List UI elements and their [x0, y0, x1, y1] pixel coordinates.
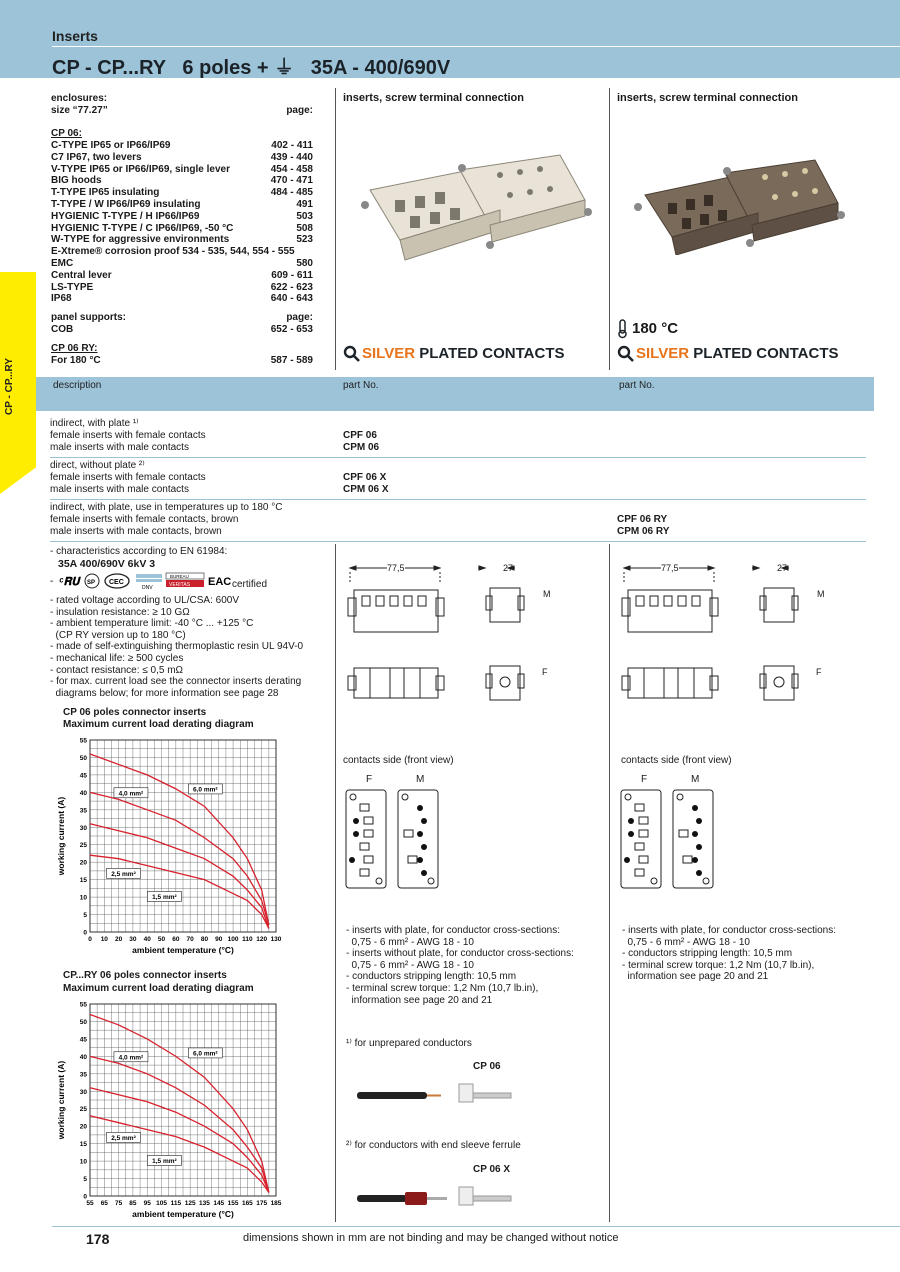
char-ratings: 35A 400/690V 6kV 3 — [58, 558, 156, 570]
x-tick-label: 125 — [184, 1200, 196, 1207]
enclosures-size-row — [51, 105, 313, 117]
chart1-title: CP 06 poles connector inserts — [63, 707, 207, 718]
dim-width: 77,5 — [387, 563, 405, 573]
footnote-1-label: CP 06 — [473, 1061, 501, 1072]
y-tick-label: 10 — [79, 894, 87, 902]
y-tick-label: 10 — [79, 1158, 87, 1166]
derating-chart-cp06 — [50, 734, 290, 960]
note-line: - terminal screw torque: 1,2 Nm (10,7 lb.in), — [346, 982, 539, 994]
footer-divider — [52, 1226, 900, 1227]
x-tick-label: 155 — [227, 1200, 239, 1207]
x-axis-label: ambient temperature (°C) — [132, 945, 234, 955]
group-cp06: CP 06: — [51, 128, 82, 139]
enclosure-page[interactable]: 609 - 611 — [271, 269, 313, 281]
x-tick-label: 105 — [156, 1200, 167, 1207]
enclosure-name: LS-TYPE — [51, 281, 94, 293]
enclosure-page[interactable]: 470 - 471 — [270, 175, 313, 187]
panel-heading: panel supports: — [51, 312, 127, 323]
enclosure-item — [51, 175, 313, 187]
silver-word: SILVER — [362, 345, 416, 362]
enclosure-item — [51, 211, 313, 223]
enclosure-item — [51, 246, 313, 258]
dim-male-label: M — [817, 589, 825, 599]
panel-item-name: COB — [51, 324, 74, 335]
y-tick-label: 0 — [83, 929, 87, 937]
y-tick-label: 20 — [79, 859, 87, 867]
plated-contacts-word: PLATED CONTACTS — [689, 345, 839, 362]
x-tick-label: 0 — [88, 936, 92, 943]
description-header: description — [53, 380, 102, 391]
panel-heading-row — [51, 312, 313, 324]
y-tick-label: 30 — [79, 1088, 87, 1096]
enclosure-name: E-Xtreme® corrosion proof 534 - 535, 544, 554 - 555 — [51, 246, 295, 258]
row-title: direct, without plate ²⁾ — [50, 460, 145, 471]
dim-depth: 27 — [503, 563, 514, 573]
note-line: - for max. current load see the connector inserts derating — [50, 676, 302, 688]
enclosure-page[interactable]: 523 — [296, 234, 313, 246]
enclosure-page[interactable]: 439 - 440 — [270, 151, 313, 163]
x-tick-label: 70 — [186, 936, 194, 943]
enclosure-name: EMC — [51, 258, 74, 269]
table-row — [50, 502, 282, 538]
part-number[interactable]: CPM 06 — [343, 442, 380, 453]
ferrule-conductor-image — [355, 1183, 515, 1213]
part-number[interactable]: CPF 06 X — [343, 472, 387, 483]
enclosure-item — [51, 187, 313, 199]
side-tab-label: CP - CP...RY — [4, 357, 15, 415]
dnv-mark-icon — [136, 574, 162, 578]
section-title: Inserts — [52, 28, 98, 44]
silver-plated-label — [636, 345, 839, 362]
series-label: 6,0 mm² — [193, 1050, 218, 1058]
part-number[interactable]: CPF 06 RY — [617, 514, 668, 525]
dimension-drawing — [340, 560, 570, 720]
dim-female-label: F — [542, 667, 548, 677]
front-view-m: M — [691, 774, 700, 785]
x-tick-label: 90 — [215, 936, 223, 943]
row-male: male inserts with male contacts, brown — [50, 526, 222, 537]
note-line: 0,75 - 6 mm² - AWG 18 - 10 — [346, 936, 474, 948]
y-tick-label: 50 — [79, 754, 87, 762]
enclosure-page[interactable]: 508 — [296, 222, 313, 234]
plated-contacts-word: PLATED CONTACTS — [415, 345, 565, 362]
panel-item-page: 652 - 653 — [270, 324, 313, 335]
x-tick-label: 65 — [100, 1200, 108, 1207]
table-row — [50, 460, 206, 496]
note-line: - inserts without plate, for conductor cross-sections: — [346, 948, 574, 960]
chart2-title: CP...RY 06 poles connector inserts — [63, 970, 227, 981]
x-tick-label: 175 — [256, 1200, 268, 1207]
enclosure-item — [51, 282, 313, 294]
enclosure-item — [51, 140, 313, 152]
y-tick-label: 55 — [79, 737, 87, 745]
front-view-f: F — [366, 774, 373, 785]
y-tick-label: 35 — [79, 1071, 87, 1079]
y-tick-label: 15 — [79, 1141, 87, 1149]
ry-item-name: For 180 °C — [51, 355, 101, 366]
y-tick-label: 55 — [79, 1001, 87, 1009]
temp-rating: 180 °C — [632, 320, 679, 337]
y-tick-label: 20 — [79, 1123, 87, 1131]
contact-layout-front-view — [342, 788, 442, 893]
row-divider — [50, 457, 866, 458]
dim-depth: 27 — [777, 563, 788, 573]
x-tick-label: 185 — [270, 1200, 282, 1207]
enclosure-item — [51, 293, 313, 305]
x-tick-label: 80 — [200, 936, 209, 943]
enclosure-page[interactable]: 484 - 485 — [270, 187, 313, 199]
notes-col2 — [346, 925, 574, 1006]
enclosure-name: C-TYPE IP65 or IP66/IP69 — [51, 140, 171, 151]
y-tick-label: 25 — [79, 842, 87, 850]
header-divider — [52, 46, 900, 47]
footnote-2: ²⁾ for conductors with end sleeve ferrule — [346, 1140, 521, 1151]
part-no-header: part No. — [619, 380, 655, 391]
x-tick-label: 165 — [241, 1200, 253, 1207]
silver-plated-label — [362, 345, 565, 362]
unprepared-conductor-image — [355, 1080, 515, 1110]
ry-item-page: 587 - 589 — [270, 355, 313, 366]
derating-chart-cp-ry — [50, 998, 290, 1224]
row-female: female inserts with female contacts — [50, 430, 206, 441]
svg-text:DNV: DNV — [142, 585, 153, 591]
enclosure-name: IP68 — [51, 293, 72, 305]
chart1-subtitle: Maximum current load derating diagram — [63, 719, 254, 730]
series-label: 2,5 mm² — [111, 870, 136, 878]
enclosure-item — [51, 270, 313, 282]
y-tick-label: 35 — [79, 807, 87, 815]
col3-heading: inserts, screw terminal connection — [617, 92, 798, 104]
notes-col3 — [622, 925, 836, 983]
x-tick-label: 135 — [199, 1200, 210, 1207]
svg-text:CEC: CEC — [109, 579, 124, 586]
note-line: - terminal screw torque: 1,2 Nm (10,7 lb.in), — [622, 959, 815, 971]
enclosure-page[interactable]: 402 - 411 — [271, 140, 313, 151]
part-number[interactable]: CPM 06 X — [343, 484, 389, 495]
char-list — [50, 595, 303, 699]
y-tick-label: 15 — [79, 877, 87, 885]
column-divider — [609, 88, 610, 370]
enclosure-page[interactable]: 640 - 643 — [270, 293, 313, 305]
y-tick-label: 45 — [79, 1036, 87, 1044]
enclosure-item — [51, 152, 313, 164]
row-male: male inserts with male contacts — [50, 442, 189, 453]
table-row — [50, 418, 206, 454]
product-photo-brown-inserts — [630, 155, 855, 255]
column-divider — [335, 544, 336, 1222]
enclosure-name: HYGIENIC T-TYPE / H IP66/IP69 — [51, 210, 200, 222]
note-line: (CP RY version up to 180 °C) — [50, 629, 186, 641]
contact-layout-front-view — [617, 788, 717, 893]
enclosure-item — [51, 223, 313, 235]
series-label: 1,5 mm² — [152, 1157, 177, 1165]
enclosure-page[interactable]: 491 — [296, 199, 313, 210]
series-line — [90, 1056, 269, 1192]
ry-item-row — [51, 355, 313, 367]
row-female: female inserts with female contacts — [50, 472, 206, 483]
page-label: page: — [286, 104, 313, 116]
x-tick-label: 95 — [143, 1200, 151, 1207]
enclosure-name: BIG hoods — [51, 175, 102, 187]
ul-mark-icon: ᶜ𝐑𝐔 — [59, 576, 80, 588]
part-number[interactable]: CPM 06 RY — [617, 526, 670, 537]
dim-female-label: F — [816, 667, 822, 677]
front-view-label: contacts side (front view) — [343, 755, 454, 766]
enclosure-name: Central lever — [51, 269, 112, 281]
y-axis-label: working current (A) — [56, 796, 66, 876]
enclosure-name: C7 IP67, two levers — [51, 151, 142, 163]
enclosure-item — [51, 199, 313, 211]
certified-label: certified — [232, 579, 268, 590]
enclosures-list — [51, 93, 313, 373]
y-tick-label: 25 — [79, 1106, 87, 1114]
series-label: 1,5 mm² — [152, 893, 177, 901]
x-axis-label: ambient temperature (°C) — [132, 1209, 234, 1219]
row-divider — [50, 499, 866, 500]
y-tick-label: 40 — [79, 1053, 87, 1061]
svg-text:BUREAU: BUREAU — [170, 574, 189, 579]
thermometer-icon — [617, 319, 629, 339]
series-label: 4,0 mm² — [118, 1054, 144, 1062]
dim-width: 77,5 — [661, 563, 679, 573]
part-number[interactable]: CPF 06 — [343, 430, 377, 441]
char-intro: - characteristics according to EN 61984: — [50, 546, 228, 557]
note-line: - conductors stripping length: 10,5 mm — [346, 971, 517, 983]
product-photo-white-inserts — [350, 150, 605, 270]
note-line: - inserts with plate, for conductor cross-sections: — [346, 925, 560, 936]
column-divider — [335, 88, 336, 370]
dim-male-label: M — [543, 589, 551, 599]
page-header — [0, 0, 900, 78]
series-label: 6,0 mm² — [193, 786, 218, 794]
x-tick-label: 50 — [157, 936, 166, 943]
x-tick-label: 30 — [129, 936, 137, 943]
footnote-2-label: CP 06 X — [473, 1164, 511, 1175]
x-tick-label: 100 — [227, 936, 239, 943]
enclosure-name: T-TYPE IP65 insulating — [51, 187, 160, 199]
front-view-label: contacts side (front view) — [621, 755, 732, 766]
row-male: male inserts with male contacts — [50, 484, 189, 495]
x-tick-label: 40 — [143, 936, 151, 943]
enclosure-name: HYGIENIC T-TYPE / C IP66/IP69, -50 °C — [51, 222, 234, 234]
x-tick-label: 110 — [242, 936, 253, 943]
svg-text:VERITAS: VERITAS — [169, 582, 191, 588]
note-line: information see page 20 and 21 — [622, 971, 769, 983]
note-line: - made of self-extinguishing thermoplastic resin UL 94V-0 — [50, 641, 304, 653]
x-tick-label: 10 — [100, 936, 108, 943]
search-icon — [617, 345, 637, 363]
col2-heading: inserts, screw terminal connection — [343, 92, 524, 104]
y-axis-label: working current (A) — [56, 1060, 66, 1140]
note-line: - mechanical life: ≥ 500 cycles — [50, 652, 184, 664]
dimension-drawing — [614, 560, 844, 720]
row-divider — [50, 541, 866, 542]
y-tick-label: 5 — [83, 1176, 87, 1184]
row-female: female inserts with female contacts, brown — [50, 514, 239, 525]
footnote-1: ¹⁾ for unprepared conductors — [346, 1038, 472, 1049]
y-tick-label: 5 — [83, 912, 87, 920]
eac-mark-icon: EAC — [208, 576, 232, 588]
x-tick-label: 75 — [114, 1200, 123, 1207]
row-title: indirect, with plate, use in temperatures up to 180 °C — [50, 502, 283, 513]
table-header — [36, 377, 874, 411]
x-tick-label: 115 — [170, 1200, 182, 1207]
panel-page-label: page: — [286, 312, 313, 323]
y-tick-label: 30 — [79, 824, 87, 832]
enclosure-item — [51, 258, 313, 270]
note-line: diagrams below; for more information see page 28 — [50, 687, 279, 699]
column-divider — [609, 544, 610, 1222]
panel-item-row — [51, 324, 313, 336]
x-tick-label: 145 — [213, 1200, 225, 1207]
page-number: 178 — [86, 1231, 110, 1247]
silver-word: SILVER — [636, 345, 690, 362]
note-line: - insulation resistance: ≥ 10 GΩ — [50, 606, 190, 618]
chart2-subtitle: Maximum current load derating diagram — [63, 983, 254, 994]
x-tick-label: 120 — [256, 936, 268, 943]
note-line: information see page 20 and 21 — [346, 994, 493, 1006]
group-ry: CP 06 RY: — [51, 343, 98, 354]
series-label: 4,0 mm² — [118, 790, 144, 798]
x-tick-label: 130 — [270, 936, 282, 943]
enclosure-page[interactable]: 580 — [296, 258, 313, 269]
svg-text:-: - — [50, 576, 54, 587]
x-tick-label: 20 — [114, 936, 123, 943]
part-no-header: part No. — [343, 380, 379, 391]
x-tick-label: 85 — [129, 1200, 137, 1207]
note-line: - contact resistance: ≤ 0,5 mΩ — [50, 664, 184, 676]
row-title: indirect, with plate ¹⁾ — [50, 418, 139, 429]
search-icon — [343, 345, 363, 363]
enclosure-page[interactable]: 622 - 623 — [270, 281, 313, 293]
note-line: - conductors stripping length: 10,5 mm — [622, 948, 793, 960]
enclosures-size: size “77.27” — [51, 104, 108, 116]
y-tick-label: 40 — [79, 789, 87, 797]
y-tick-label: 45 — [79, 772, 87, 780]
note-line: - inserts with plate, for conductor cross-sections: — [622, 925, 836, 936]
note-line: 0,75 - 6 mm² - AWG 18 - 10 — [622, 936, 750, 948]
enclosure-name: W-TYPE for aggressive environments — [51, 234, 230, 246]
note-line: 0,75 - 6 mm² - AWG 18 - 10 — [346, 959, 474, 971]
enclosure-item — [51, 164, 313, 176]
enclosure-name: T-TYPE / W IP66/IP69 insulating — [51, 199, 201, 210]
footer-note: dimensions shown in mm are not binding and may be changed without notice — [243, 1232, 619, 1244]
series-line — [90, 1116, 269, 1193]
enclosure-page[interactable]: 454 - 458 — [270, 163, 313, 175]
x-tick-label: 55 — [86, 1200, 94, 1207]
enclosures-heading: enclosures: — [51, 93, 108, 104]
x-tick-label: 60 — [172, 936, 180, 943]
series-label: 2,5 mm² — [111, 1134, 136, 1142]
y-tick-label: 0 — [83, 1193, 87, 1201]
enclosure-item — [51, 234, 313, 246]
page-title: CP - CP...RY 6 poles + ⏚ 35A - 400/690V — [52, 57, 451, 79]
svg-text:SP: SP — [87, 580, 96, 586]
certification-marks — [50, 572, 260, 592]
enclosure-page[interactable]: 503 — [296, 210, 313, 222]
note-line: - rated voltage according to UL/CSA: 600V — [50, 595, 239, 606]
front-view-m: M — [416, 774, 425, 785]
note-line: - ambient temperature limit: -40 °C ... +125 °C — [50, 618, 254, 630]
y-tick-label: 50 — [79, 1018, 87, 1026]
enclosure-name: V-TYPE IP65 or IP66/IP69, single lever — [51, 163, 230, 175]
front-view-f: F — [641, 774, 648, 785]
